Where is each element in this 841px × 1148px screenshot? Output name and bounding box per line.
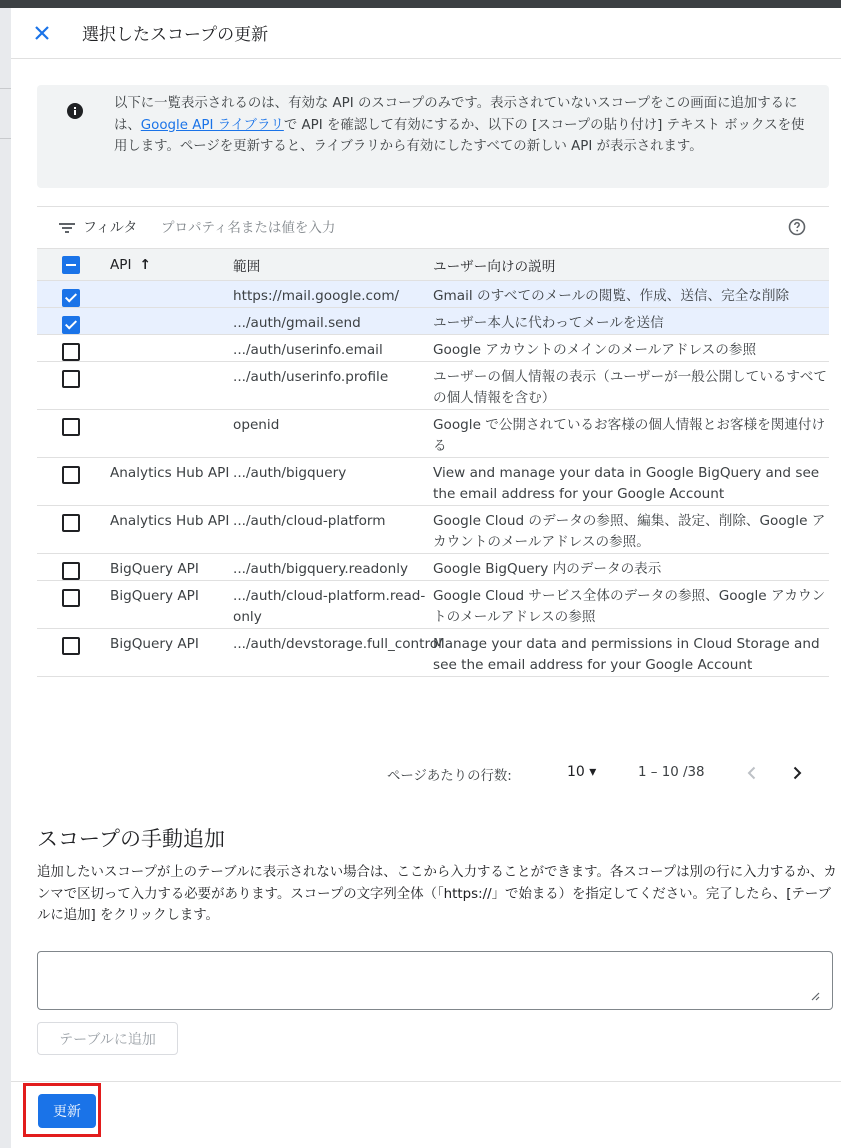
row-api: BigQuery API <box>110 629 233 677</box>
row-checkbox-cell <box>37 506 110 554</box>
row-checkbox-cell <box>37 554 110 581</box>
row-description: Gmail のすべてのメールの閲覧、作成、送信、完全な削除 <box>433 281 829 308</box>
table-row[interactable] <box>37 281 829 308</box>
row-api: BigQuery API <box>110 554 233 581</box>
scopes-table <box>37 248 829 677</box>
row-api <box>110 362 233 410</box>
row-scope: openid <box>233 410 433 458</box>
info-text-part: で API を確認して有効にするか、以下の [スコープの貼り付け] テキスト ボックスを使用します。ページを更新すると、ライブラリから有効にしたすべての新しい API が表示されます。 <box>114 117 805 154</box>
row-checkbox[interactable] <box>62 370 80 388</box>
row-description: ユーザー本人に代わってメールを送信 <box>433 308 829 335</box>
row-checkbox[interactable] <box>62 418 80 436</box>
row-checkbox-cell <box>37 410 110 458</box>
row-checkbox[interactable] <box>62 514 80 532</box>
column-header-api-label: API <box>110 256 132 273</box>
row-checkbox-cell <box>37 581 110 629</box>
table-row[interactable] <box>37 581 829 629</box>
row-scope: .../auth/cloud-platform <box>233 506 433 554</box>
row-scope: https://mail.google.com/ <box>233 281 433 308</box>
row-api <box>110 410 233 458</box>
row-api <box>110 335 233 362</box>
row-scope: .../auth/userinfo.email <box>233 335 433 362</box>
table-row[interactable] <box>37 362 829 410</box>
column-header-api[interactable] <box>110 249 233 281</box>
row-description: Manage your data and permissions in Cloud Storage and see the email address for your Google Account <box>433 629 829 677</box>
row-description: Google Cloud のデータの参照、編集、設定、削除、Google アカウントのメールアドレスの参照。 <box>433 506 829 554</box>
row-description: Google BigQuery 内のデータの表示 <box>433 554 829 581</box>
select-all-cell <box>37 249 110 281</box>
row-checkbox[interactable] <box>62 289 80 307</box>
row-api: BigQuery API <box>110 581 233 629</box>
table-row[interactable] <box>37 410 829 458</box>
update-button[interactable]: 更新 <box>38 1094 96 1128</box>
page-range: 1 – 10 /38 <box>638 765 705 780</box>
column-header-scope: 範囲 <box>233 249 433 281</box>
filter-icon <box>59 222 75 234</box>
row-description: View and manage your data in Google BigQuery and see the email address for your Google Account <box>433 458 829 506</box>
row-description: Google Cloud サービス全体のデータの参照、Google アカウントのメールアドレスの参照 <box>433 581 829 629</box>
row-checkbox-cell <box>37 335 110 362</box>
row-api: Analytics Hub API <box>110 458 233 506</box>
filter-bar <box>37 206 829 249</box>
table-row[interactable] <box>37 335 829 362</box>
pagination <box>37 758 829 792</box>
row-checkbox[interactable] <box>62 637 80 655</box>
info-banner <box>37 85 829 188</box>
filter-label: フィルタ <box>83 220 138 236</box>
row-scope: .../auth/gmail.send <box>233 308 433 335</box>
row-api <box>110 308 233 335</box>
row-checkbox-cell <box>37 458 110 506</box>
row-scope: .../auth/bigquery <box>233 458 433 506</box>
rows-per-page-select[interactable]: 10 ▾ <box>567 764 597 780</box>
row-api: Analytics Hub API <box>110 506 233 554</box>
info-text-part: 以下に一覧表示されるのは、有効な API のスコープのみです。表示されていないスコープをこの画面に追加するには、 <box>114 96 798 133</box>
row-scope: .../auth/devstorage.full_control <box>233 629 433 677</box>
help-icon[interactable] <box>788 218 806 236</box>
row-checkbox[interactable] <box>62 316 80 334</box>
table-row[interactable] <box>37 554 829 581</box>
resize-grip-icon[interactable] <box>810 991 820 1001</box>
footer-divider <box>11 1081 841 1082</box>
filter-input[interactable] <box>161 216 761 240</box>
close-icon[interactable] <box>29 20 55 46</box>
table-row[interactable] <box>37 308 829 335</box>
table-header-row <box>37 249 829 281</box>
table-row[interactable] <box>37 506 829 554</box>
row-api <box>110 281 233 308</box>
row-checkbox-cell <box>37 281 110 308</box>
info-text <box>114 93 814 158</box>
row-scope: .../auth/bigquery.readonly <box>233 554 433 581</box>
row-scope: .../auth/cloud-platform.read-only <box>233 581 433 629</box>
table-row[interactable] <box>37 629 829 677</box>
row-checkbox[interactable] <box>62 343 80 361</box>
api-library-link[interactable]: Google API ライブラリ <box>140 117 284 133</box>
panel-header <box>11 8 841 59</box>
row-scope: .../auth/userinfo.profile <box>233 362 433 410</box>
chevron-right-icon[interactable] <box>787 763 807 783</box>
rows-per-page-label: ページあたりの行数: <box>387 769 512 784</box>
background-strip <box>0 8 11 1148</box>
panel-title: 選択したスコープの更新 <box>82 25 269 45</box>
chevron-left-icon[interactable] <box>742 763 762 783</box>
row-description: ユーザーの個人情報の表示（ユーザーが一般公開しているすべての個人情報を含む） <box>433 362 829 410</box>
manual-add-description: 追加したいスコープが上のテーブルに表示されない場合は、ここから入力することができます。各スコープは別の行に入力するか、カンマで区切って入力する必要があります。スコープの文字列全体（「https://」で始まる）を指定してください。完了したら、[テーブルに追加] をクリックします。 <box>37 865 837 923</box>
add-to-table-button[interactable]: テーブルに追加 <box>37 1022 178 1055</box>
manual-add-title: スコープの手動追加 <box>37 827 225 851</box>
column-header-description: ユーザー向けの説明 <box>433 249 829 281</box>
window-top-bar <box>0 0 841 8</box>
row-checkbox[interactable] <box>62 466 80 484</box>
scopes-textarea[interactable] <box>37 951 833 1010</box>
select-all-checkbox[interactable] <box>62 256 80 274</box>
sort-arrow-icon: ↑ <box>139 256 151 273</box>
row-description: Google で公開されているお客様の個人情報とお客様を関連付ける <box>433 410 829 458</box>
update-scopes-panel <box>11 8 841 1148</box>
row-checkbox-cell <box>37 629 110 677</box>
row-checkbox[interactable] <box>62 589 80 607</box>
row-checkbox-cell <box>37 308 110 335</box>
info-icon <box>67 103 83 119</box>
row-checkbox[interactable] <box>62 562 80 580</box>
table-row[interactable] <box>37 458 829 506</box>
row-description: Google アカウントのメインのメールアドレスの参照 <box>433 335 829 362</box>
row-checkbox-cell <box>37 362 110 410</box>
